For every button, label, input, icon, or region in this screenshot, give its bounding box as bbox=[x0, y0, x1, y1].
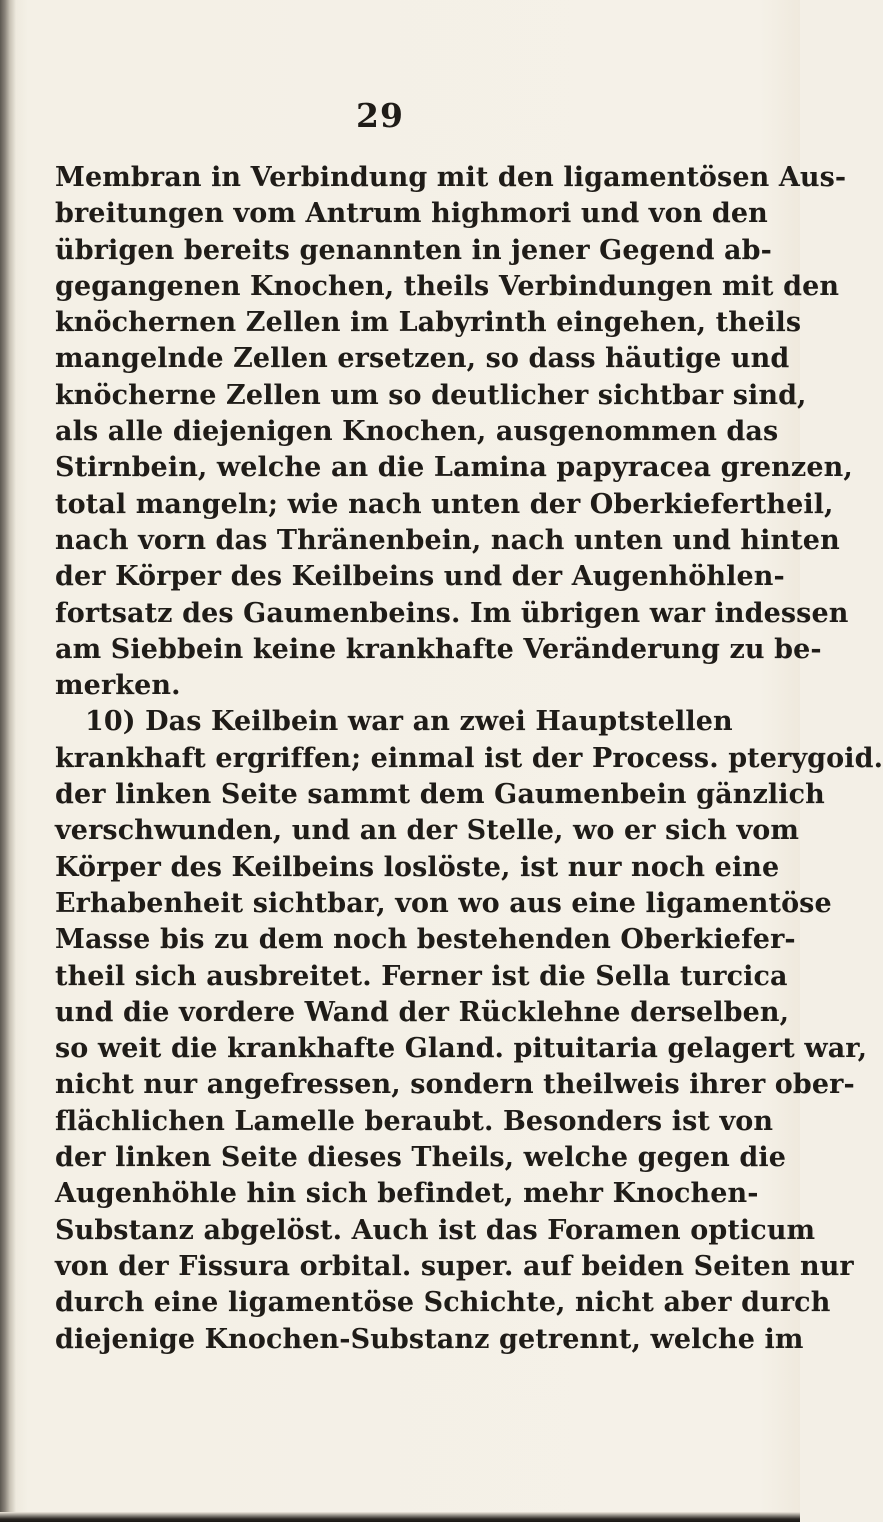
text-line: knöcherne Zellen um so deutlicher sichtbar sind, bbox=[55, 379, 807, 411]
text-line: der linken Seite dieses Theils, welche gegen die bbox=[55, 1142, 787, 1174]
body-text bbox=[55, 160, 883, 1358]
text-line: Substanz abgelöst. Auch ist das Foramen opticum bbox=[55, 1214, 816, 1246]
text-line: gegangenen Knochen, theils Verbindungen mit den bbox=[55, 270, 840, 302]
text-line: diejenige Knochen-Substanz getrennt, welche im bbox=[55, 1323, 804, 1355]
text-line: Stirnbein, welche an die Lamina papyracea grenzen, bbox=[55, 452, 853, 484]
binding-shadow bbox=[0, 0, 16, 1522]
text-line: und die vordere Wand der Rücklehne derselben, bbox=[55, 996, 790, 1028]
text-line: verschwunden, und an der Stelle, wo er sich vom bbox=[55, 815, 800, 847]
text-line: fortsatz des Gaumenbeins. Im übrigen war indessen bbox=[55, 597, 849, 629]
text-line: Erhabenheit sichtbar, von wo aus eine ligamentöse bbox=[55, 887, 832, 919]
page-number: 29 bbox=[356, 96, 404, 135]
page-bottom-edge bbox=[0, 1512, 800, 1522]
text-line: breitungen vom Antrum highmori und von den bbox=[55, 198, 768, 230]
text-line: nach vorn das Thränenbein, nach unten und hinten bbox=[55, 524, 840, 556]
text-line: krankhaft ergriffen; einmal ist der Process. pterygoid. bbox=[55, 742, 883, 774]
text-line: der linken Seite sammt dem Gaumenbein gänzlich bbox=[55, 779, 825, 811]
text-line: als alle diejenigen Knochen, ausgenommen das bbox=[55, 416, 779, 448]
text-line: Membran in Verbindung mit den ligamentösen Aus- bbox=[55, 162, 847, 193]
text-line: durch eine ligamentöse Schichte, nicht aber durch bbox=[55, 1287, 831, 1319]
text-line: nicht nur angefressen, sondern theilweis ihrer ober- bbox=[55, 1069, 855, 1101]
text-line: der Körper des Keilbeins und der Augenhöhlen- bbox=[55, 561, 785, 593]
text-line: theil sich ausbreitet. Ferner ist die Sella turcica bbox=[55, 960, 788, 992]
text-line: Körper des Keilbeins loslöste, ist nur noch eine bbox=[55, 851, 780, 883]
text-line: knöchernen Zellen im Labyrinth eingehen, theils bbox=[55, 307, 802, 339]
text-line: so weit die krankhafte Gland. pituitaria gelagert war, bbox=[55, 1033, 868, 1065]
text-line: merken. bbox=[55, 670, 181, 702]
text-line: übrigen bereits genannten in jener Gegend ab- bbox=[55, 234, 772, 266]
text-line: Masse bis zu dem noch bestehenden Oberkiefer- bbox=[55, 924, 796, 956]
text-line: flächlichen Lamelle beraubt. Besonders ist von bbox=[55, 1105, 774, 1137]
text-line: Augenhöhle hin sich befindet, mehr Knochen- bbox=[55, 1178, 759, 1210]
text-line: total mangeln; wie nach unten der Oberkiefertheil, bbox=[55, 488, 834, 520]
text-line: 10) Das Keilbein war an zwei Hauptstellen bbox=[85, 706, 733, 738]
text-line: am Siebbein keine krankhafte Veränderung zu be- bbox=[55, 633, 822, 665]
text-line: mangelnde Zellen ersetzen, so dass häutige und bbox=[55, 343, 790, 375]
text-line: von der Fissura orbital. super. auf beiden Seiten nur bbox=[55, 1250, 854, 1282]
